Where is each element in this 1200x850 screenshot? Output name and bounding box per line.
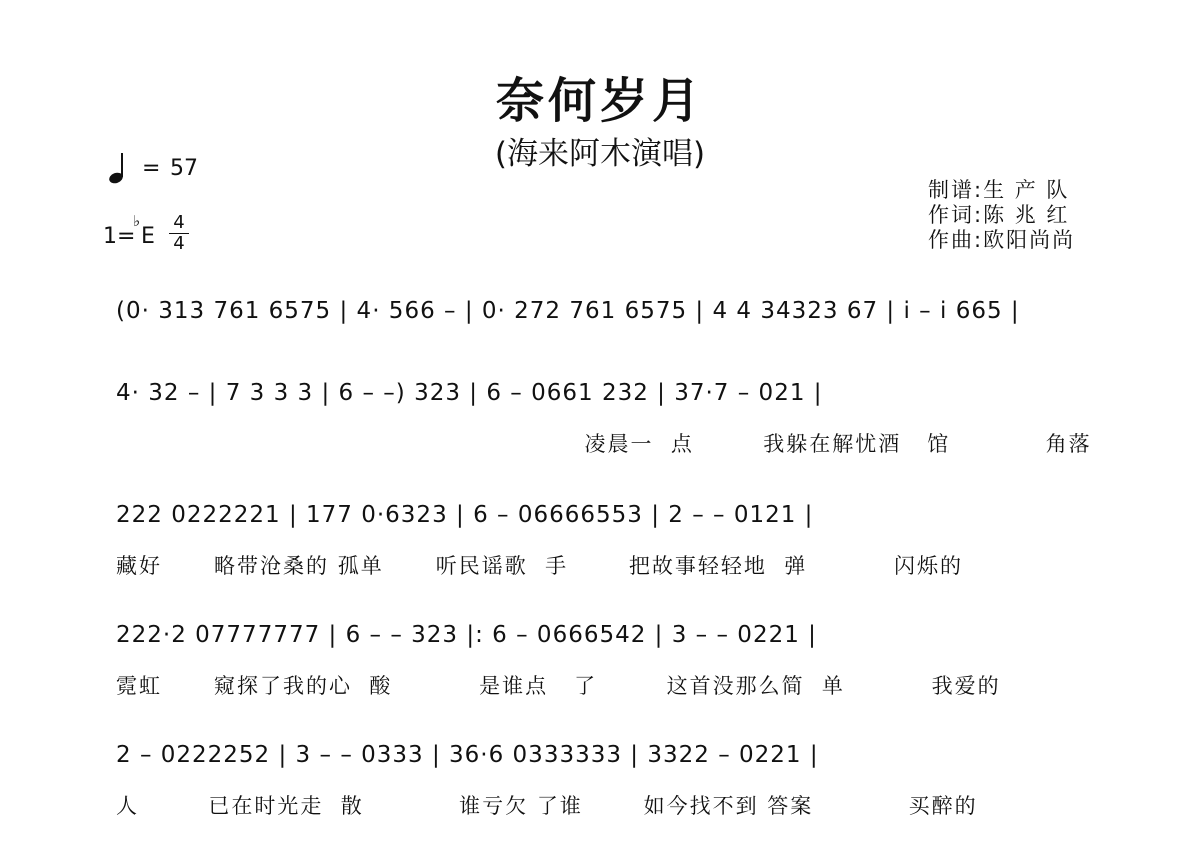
credit-lyricist: 作词:陈 兆 红: [928, 203, 1070, 227]
lyric-row: 凌晨一 点 我躲在解忧酒 馆 角落: [116, 432, 1092, 456]
tempo-equals: =: [142, 156, 161, 181]
quarter-note-icon: [108, 152, 126, 184]
notation-row: 222 0222221 | 177 0·6323 | 6 – 06666553 | 2 – – 0121 |: [116, 502, 814, 528]
time-signature: [169, 214, 189, 253]
key-signature: [103, 214, 223, 254]
lyric-row: 霓虹 窥探了我的心 酸 是谁点 了 这首没那么简 单 我爱的: [116, 674, 1001, 698]
credit-composer: 作曲:欧阳尚尚: [928, 228, 1076, 252]
key-name: E: [141, 224, 155, 249]
key-prefix: 1=: [103, 224, 136, 249]
score-line-3: [108, 490, 1108, 580]
score-line-1: [108, 286, 1108, 376]
notation-row: 4· 32 – | 7 3 3 3 | 6 – –) 323 | 6 – 0661 232 | 37·7 – 021 |: [116, 380, 823, 406]
time-bottom: 4: [173, 233, 185, 254]
score-line-2: [108, 368, 1108, 458]
tempo-value: 57: [170, 156, 198, 181]
notation-row: 222·2 07777777 | 6 – – 323 |: 6 – 0666542 | 3 – – 0221 |: [116, 622, 817, 648]
score-line-4: [108, 610, 1108, 700]
notation-row: (0· 313 761 6575 | 4· 566 – | 0· 272 761 6575 | 4 4 34323 67 | i – i 665 |: [116, 298, 1020, 324]
lyric-row: 藏好 略带沧桑的 孤单 听民谣歌 手 把故事轻轻地 弹 闪烁的: [116, 554, 963, 578]
song-subtitle: (海来阿木演唱): [494, 136, 706, 172]
flat-sign: ♭: [133, 212, 141, 230]
song-title: 奈何岁月: [495, 73, 704, 129]
credit-arranger: 制谱:生 产 队: [928, 178, 1070, 202]
lyric-row: 人 已在时光走 散 谁亏欠 了谁 如今找不到 答案 买醉的: [116, 794, 978, 818]
score-line-5: [108, 730, 1108, 820]
notation-row: 2 – 0222252 | 3 – – 0333 | 36·6 0333333 | 3322 – 0221 |: [116, 742, 819, 768]
time-top: 4: [173, 212, 185, 233]
credits-block: [928, 178, 1075, 253]
